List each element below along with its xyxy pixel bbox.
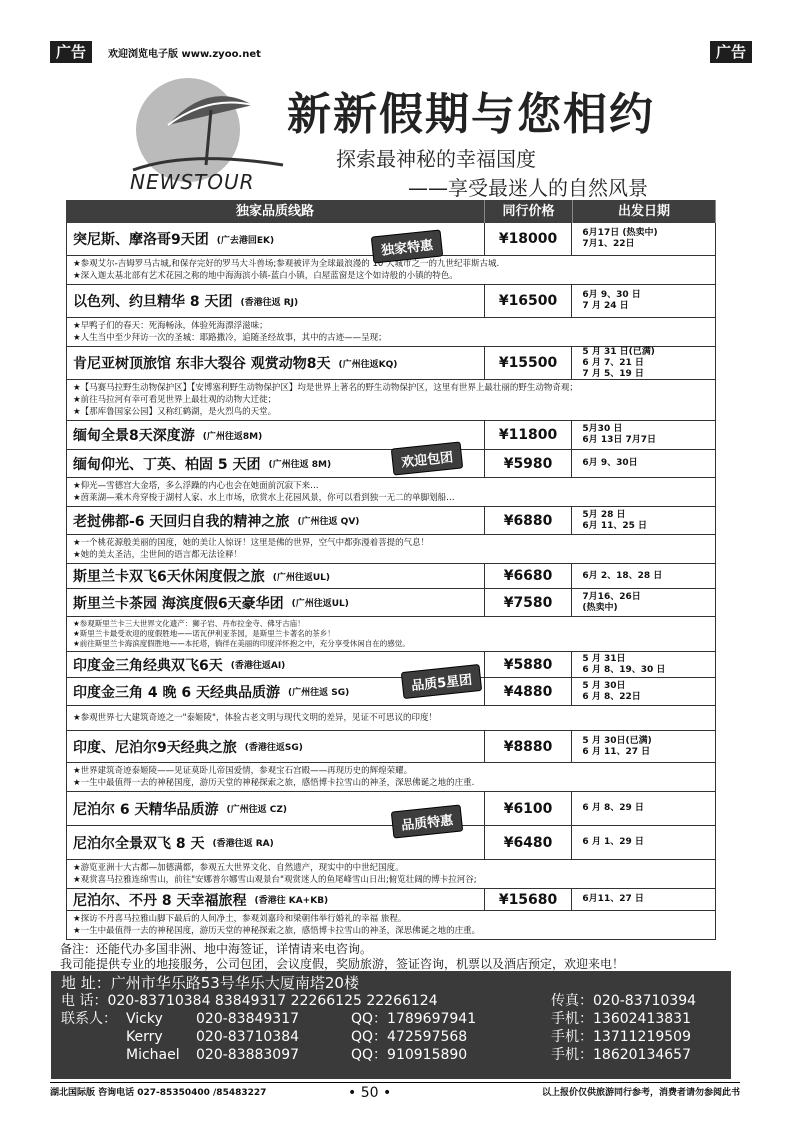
departure-date: 5 月 31 日(已满) 6 月 7、21 日 7 月 5、19 日 — [582, 346, 655, 379]
fax: 传真：020-83710394 — [551, 993, 697, 1009]
route-name: 尼泊尔全景双飞 8 天 (香港往返 RA) — [67, 826, 485, 859]
route-description: ★一个桃花源般美丽的国度，她的美让人惊讶！这里是佛的世界，空气中都弥漫着菩提的气息！ ★她的美太圣洁，尘世间的语言都无法诠释！ — [66, 535, 716, 564]
table-row — [66, 589, 716, 617]
contact-person: Kerry 020-83710384 QQ：472597568 手机：13711219509 — [126, 1029, 691, 1045]
brand-name: NEWSTOUR — [130, 170, 255, 194]
address: 地 址：广州市华乐路53号华乐大厦南塔20楼 — [61, 974, 359, 992]
route-description: ★探访不丹喜马拉雅山脚下最后的人间净土，参观刘嘉玲和梁朝伟举行婚礼的幸福 旅程。 ★一生中最值得一去的神秘国度，游历天堂的神秘探索之旅，感悟博卡拉雪山的神圣，深思佛诞之地的庄重。 — [66, 911, 716, 940]
header-price: 同行价格 — [485, 200, 573, 223]
departure-date: 5月30 日 6月 13日 7月7日 — [582, 424, 656, 445]
route-description: ★参观斯里兰卡三大世界文化遗产：狮子岩、丹布拉金寺、佛牙古庙！ ★斯里兰卡最受欢迎的度假胜地——诺瓦伊利亚茶园，是斯里兰卡著名的茶乡！ ★前往斯里兰卡海滨度假胜地——本托塔，徜徉在美丽的印度洋怀抱之中，充分享受休闲自在的感觉。 — [66, 617, 716, 652]
price: ¥6880 — [485, 507, 573, 534]
route-name: 老挝佛都-6 天回归自我的精神之旅 (广州往返 QV) — [67, 507, 485, 534]
route-name: 尼泊尔、不丹 8 天幸福旅程 (香港往 KA+KB) — [67, 889, 485, 910]
price: ¥16500 — [485, 285, 573, 317]
route-name: 尼泊尔 6 天精华品质游 (广州往返 CZ) — [67, 792, 485, 825]
price: ¥11800 — [485, 421, 573, 449]
route-name: 以色列、约旦精华 8 天团 (香港往返 RJ) — [67, 285, 485, 317]
table-row — [66, 826, 716, 860]
route-description: ★参观世界七大建筑奇迹之一"泰姬陵"，体验古老文明与现代文明的差异，见证不可思议的印度！ — [66, 706, 716, 731]
departure-date: 6月11、27 日 — [582, 894, 644, 904]
route-description: ★早鸭子们的春天：死海畅泳，体验死海漂浮滋味； ★人生当中至少拜访一次的圣城：耶路撒冷，追随圣经故事，其中的古迹——呈现； — [66, 318, 716, 347]
ad-tag-right: 广告 — [710, 41, 752, 63]
contact-person: 联系人： Vicky 020-83849317 QQ：1789697941 手机：13602413831 — [61, 1011, 691, 1027]
departure-date: 6月 9、30 日 7 月 24 日 — [582, 290, 641, 311]
subtitle-2: ——享受最迷人的自然风景 — [408, 176, 648, 200]
phone-line — [61, 992, 721, 1010]
departure-date: 6月17日 (热卖中) 7月1、22日 — [582, 228, 658, 249]
top-bar — [50, 41, 746, 63]
departure-date: 6 月 1、29 日 — [582, 837, 644, 847]
table-header — [66, 200, 716, 223]
route-description: ★世界建筑奇迹泰姬陵——见证莫卧儿帝国爱情，参观宝石宫殿——再现历史的辉煌荣耀。 ★一生中最值得一去的神秘国度，游历天堂的神秘探索之旅，感悟博卡拉雪山的神圣，深思佛诞之地的庄重. — [66, 763, 716, 792]
route-name: 肯尼亚树顶旅馆 东非大裂谷 观赏动物8天 (广州往返KQ) — [67, 347, 485, 379]
price: ¥6680 — [485, 564, 573, 588]
table-row — [66, 678, 716, 706]
table-row — [66, 285, 716, 318]
table-row — [66, 421, 716, 450]
footer — [50, 1082, 740, 1102]
welcome-text: 欢迎浏览电子版 www.zyoo.net — [108, 49, 261, 60]
departure-date: 6月 2、18、28 日 — [582, 570, 663, 581]
subtitle-1: 探索最神秘的幸福国度 — [336, 147, 536, 171]
route-name: 缅甸仰光、丁英、柏固 5 天团 (广州往返 8M) — [67, 450, 485, 477]
footer-left: 湖北国际版 咨询电话 027-85350400 /85483227 — [50, 1088, 267, 1098]
departure-date: 5 月 30日 6 月 8、22日 — [582, 680, 641, 702]
main-title: 新新假期与您相约 — [287, 89, 655, 140]
route-name: 斯里兰卡双飞6天休闲度假之旅 (广州往返UL) — [67, 564, 485, 588]
table-row — [66, 731, 716, 763]
contact-person: Michael 020-83883097 QQ：910915890 手机：18620134657 — [126, 1047, 691, 1063]
route-description: ★参观艾尔-吉姆罗马古城,和保存完好的罗马大斗兽场;参观被评为全球最浪漫的 10 大城市之一的九世纪菲斯古城. ★深入迦太基北部有艺术花园之称的地中海海滨小镇-蓝白小镇，白屋蓝窗是这个如诗般的小镇的特色。 — [66, 256, 716, 285]
price: ¥5980 — [485, 450, 573, 477]
route-name: 斯里兰卡茶园 海滨度假6天豪华团 (广州往返UL) — [67, 589, 485, 616]
table-row — [66, 889, 716, 911]
route-name: 印度金三角经典双飞6天 (香港往返AI) — [67, 652, 485, 677]
price: ¥5880 — [485, 652, 573, 677]
notes: 备注：还能代办多国非洲、地中海签证，详情请来电咨询。 我司能提供专业的地接服务，公司包团，会议度假，奖励旅游，签证咨询，机票以及酒店预定，欢迎来电！ — [60, 942, 625, 971]
contact-panel — [51, 971, 731, 1079]
table-row — [66, 507, 716, 535]
route-description: ★【马赛马拉野生动物保护区】【安博塞利野生动物保护区】均是世界上著名的野生动物保护区，这里有世界上最壮丽的野生动物奇观； ★前往马拉河有幸可看见世界上最壮观的动物大迁徙； ★【那库鲁国家公园】又称红鹤湖，是火烈鸟的天堂。 — [66, 380, 716, 421]
promo-stamp: 欢迎包团 — [391, 441, 463, 475]
route-name: 印度、尼泊尔9天经典之旅 (香港往返SG) — [67, 731, 485, 762]
phone: 电 话：020-83710384 83849317 22266125 22266124 — [61, 993, 438, 1009]
price: ¥18000 — [485, 223, 573, 255]
table-row — [66, 564, 716, 589]
promo-stamp: 品质特惠 — [391, 804, 463, 838]
departure-date: 5 月 30日(已满) 6 月 11、27 日 — [582, 735, 652, 757]
route-name: 印度金三角 4 晚 6 天经典品质游 (广州往返 SG) — [67, 678, 485, 705]
table-row — [66, 347, 716, 380]
header-date: 出发日期 — [573, 200, 716, 223]
route-description: ★游览亚洲十大古都—加德满都，参观五大世界文化、自然遗产，现实中的中世纪国度。 ★观赏喜马拉雅连绵雪山，前往"安娜普尔娜雪山观景台"观赏迷人的鱼尾峰雪山日出;俯览壮阔的博卡拉河谷; — [66, 860, 716, 889]
price: ¥15680 — [485, 889, 573, 910]
header-route: 独家品质线路 — [66, 200, 485, 223]
promo-stamp: 独家特惠 — [371, 229, 443, 263]
price: ¥15500 — [485, 347, 573, 379]
price: ¥4880 — [485, 678, 573, 705]
promo-stamp: 品质5星团 — [401, 664, 482, 699]
price: ¥7580 — [485, 589, 573, 616]
ad-tag-left: 广告 — [50, 41, 92, 63]
footer-right: 以上报价仅供旅游同行参考，消费者请勿参阅此书 — [541, 1088, 740, 1098]
departure-date: 7月16、26日 (热卖中) — [582, 591, 641, 613]
price: ¥8880 — [485, 731, 573, 762]
departure-date: 6 月 8、29 日 — [582, 803, 644, 813]
route-name: 突尼斯、摩洛哥9天团 (广去港回EK) — [67, 223, 485, 255]
departure-date: 6月 9、30日 — [582, 458, 638, 468]
tour-table — [66, 200, 716, 940]
departure-date: 5 月 31日 6 月 8、19、30 日 — [582, 653, 666, 675]
departure-date: 5月 28 日 6月 11、25 日 — [582, 509, 647, 531]
price: ¥6100 — [485, 792, 573, 825]
table-row — [66, 652, 716, 678]
price: ¥6480 — [485, 826, 573, 859]
route-description: ★仰光—雪德宫大金塔，多么浮躁的内心也会在她面前沉寂下来… ★茵莱湖—乘木舟穿梭于湖村人家、水上市场，欣赏水上花园风景，你可以看到独一无二的单脚划船… — [66, 478, 716, 507]
route-name: 缅甸全景8天深度游 (广州往返8M) — [67, 421, 485, 449]
page-number: • 50 • — [348, 1085, 392, 1101]
